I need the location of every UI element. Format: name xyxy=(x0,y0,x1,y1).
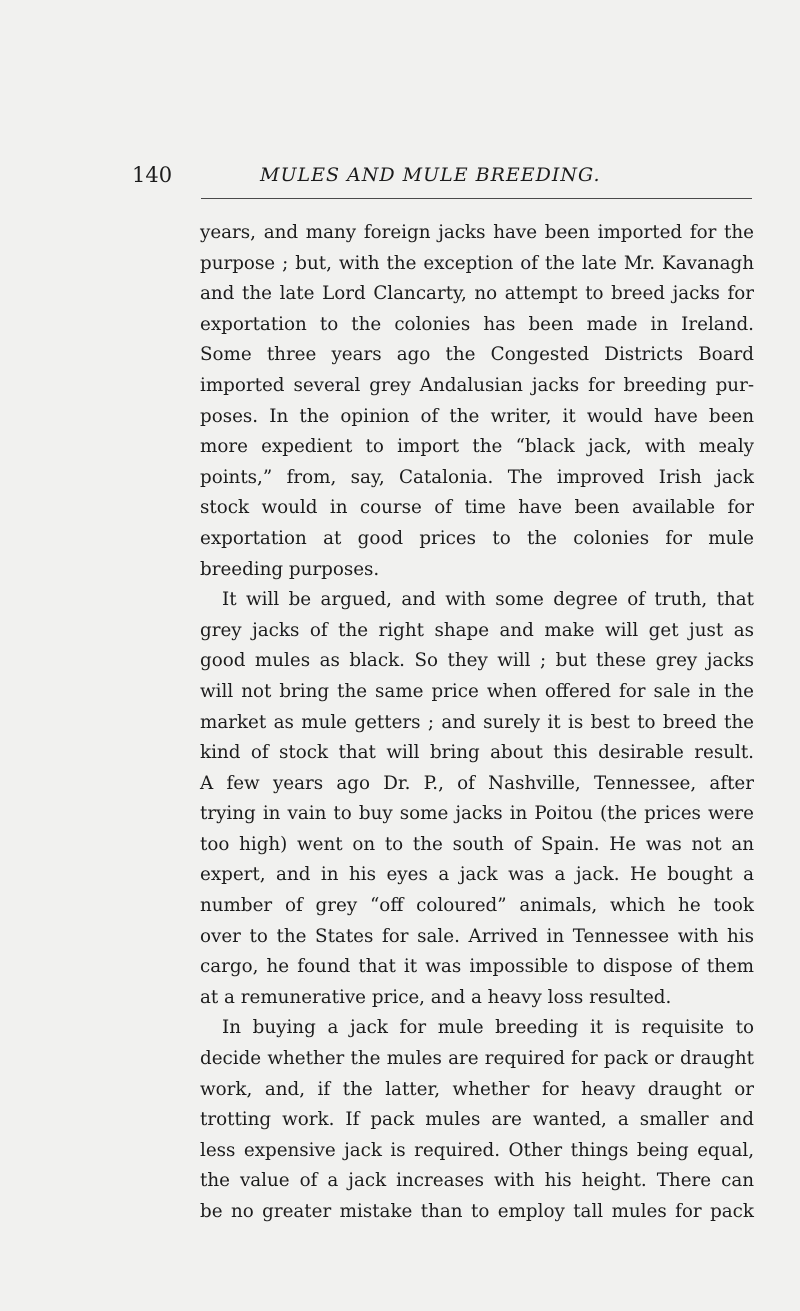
text-line: trotting work. If pack mules are wanted, a smaller and xyxy=(200,1109,754,1131)
text-line: breeding purposes. xyxy=(200,558,380,580)
text-line: decide whether the mules are required for pack or draught xyxy=(200,1048,754,1070)
text-line: grey jacks of the right shape and make will get just as xyxy=(200,619,754,641)
text-line: exportation at good prices to the colonies for mule xyxy=(200,527,754,549)
text-line: years, and many foreign jacks have been imported for the xyxy=(200,222,754,243)
text-line: over to the States for sale. Arrived in Tennessee with his xyxy=(200,925,754,947)
text-line: expert, and in his eyes a jack was a jack. He bought a xyxy=(200,864,754,886)
text-line: the value of a jack increases with his height. There can xyxy=(200,1170,754,1192)
text-line: will not bring the same price when offered for sale in the xyxy=(200,680,754,702)
header-rule xyxy=(201,198,752,199)
text-line: too high) went on to the south of Spain. He was not an xyxy=(200,833,754,855)
text-line: number of grey “off coloured” animals, which he took xyxy=(200,895,754,917)
text-line: and the late Lord Clancarty, no attempt to breed jacks for xyxy=(200,283,754,305)
text-line: less expensive jack is required. Other things being equal, xyxy=(200,1139,754,1161)
text-line: points,” from, say, Catalonia. The improved Irish jack xyxy=(200,466,754,488)
running-title: MULES AND MULE BREEDING. xyxy=(260,164,601,186)
text-line: purpose ; but, with the exception of the late Mr. Kavanagh xyxy=(200,252,754,274)
text-line: at a remunerative price, and a heavy loss resulted. xyxy=(200,986,672,1008)
text-line: be no greater mistake than to employ tall mules for pack xyxy=(200,1201,754,1222)
text-line: exportation to the colonies has been made in Ireland. xyxy=(200,313,754,335)
text-line: good mules as black. So they will ; but these grey jacks xyxy=(200,650,754,672)
text-line: trying in vain to buy some jacks in Poitou (the prices were xyxy=(200,803,754,825)
text-line: stock would in course of time have been available for xyxy=(200,497,754,519)
text-line: cargo, he found that it was impossible to dispose of them xyxy=(200,956,754,978)
text-line: work, and, if the latter, whether for heavy draught or xyxy=(200,1078,754,1100)
text-line: kind of stock that will bring about this desirable result. xyxy=(200,742,754,764)
text-line: more expedient to import the “black jack, with mealy xyxy=(200,436,754,458)
running-head xyxy=(132,157,672,193)
text-line: It will be argued, and with some degree of truth, that xyxy=(222,589,754,611)
text-line: Some three years ago the Congested Districts Board xyxy=(200,344,754,366)
text-line: market as mule getters ; and surely it is best to breed the xyxy=(200,711,754,733)
text-line: imported several grey Andalusian jacks for breeding pur- xyxy=(200,374,754,396)
body-text xyxy=(200,218,754,1228)
text-line: poses. In the opinion of the writer, it would have been xyxy=(200,405,754,427)
text-line: A few years ago Dr. P., of Nashville, Tennessee, after xyxy=(200,772,754,794)
text-line: In buying a jack for mule breeding it is requisite to xyxy=(222,1017,754,1039)
page-number: 140 xyxy=(132,163,173,187)
